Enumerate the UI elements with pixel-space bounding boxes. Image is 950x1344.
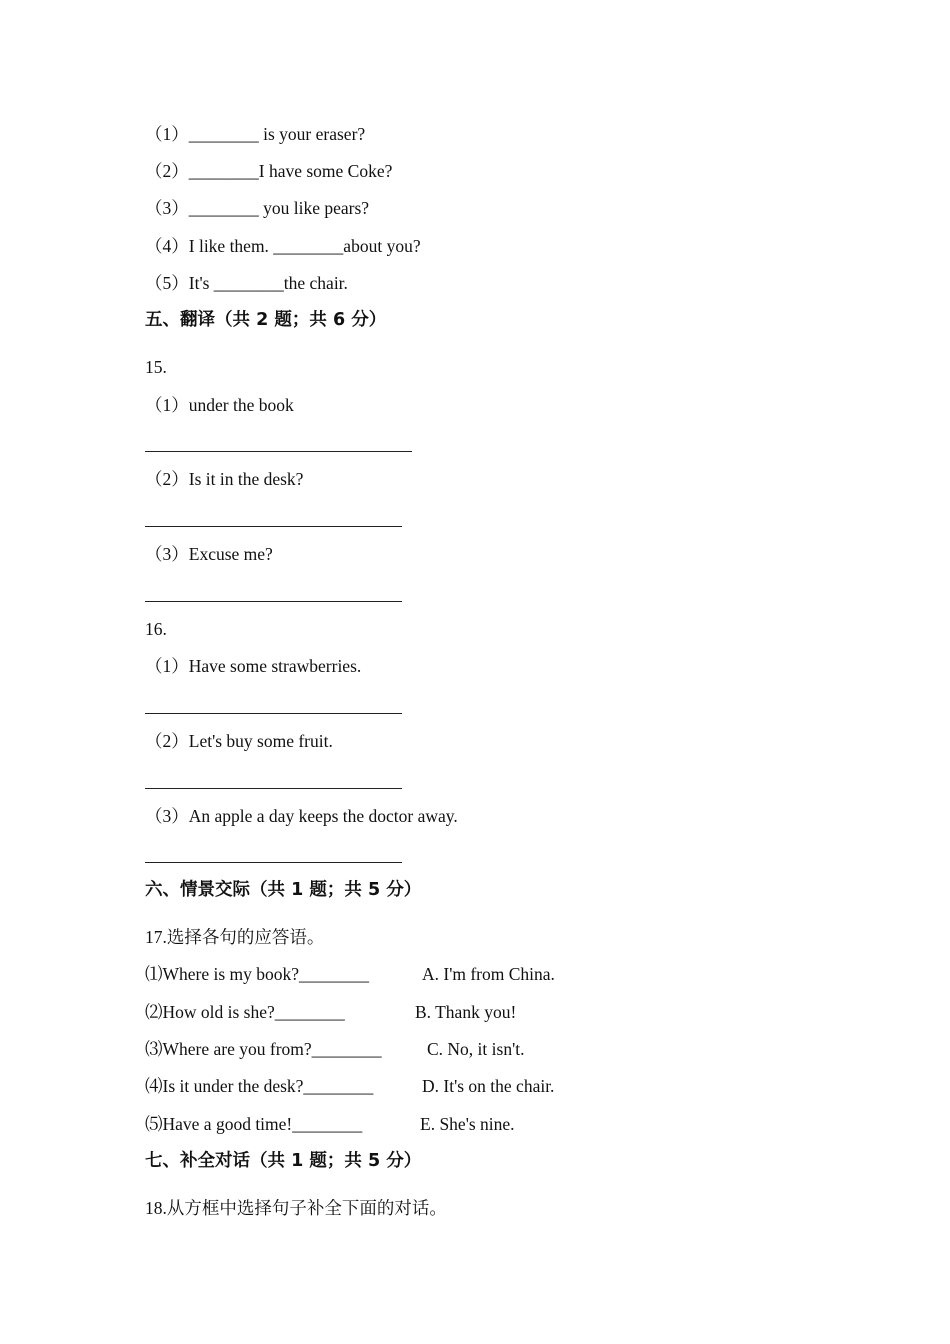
match-question: ⑸Have a good time!________ bbox=[145, 1114, 363, 1134]
translation-item: （1）Have some strawberries. bbox=[145, 656, 362, 676]
answer-line bbox=[145, 788, 402, 789]
match-question: ⑴Where is my book?________ bbox=[145, 964, 370, 984]
match-question: ⑶Where are you from?________ bbox=[145, 1039, 382, 1059]
answer-line bbox=[145, 526, 402, 527]
match-option: E. She's nine. bbox=[420, 1114, 515, 1134]
question-number-15: 15. bbox=[145, 357, 167, 377]
answer-line bbox=[145, 862, 402, 863]
question-17-title: 17.选择各句的应答语。 bbox=[145, 927, 325, 947]
fill-item-4: （4）I like them. ________about you? bbox=[145, 236, 421, 256]
match-option: D. It's on the chair. bbox=[422, 1076, 555, 1096]
section-heading-dialogue: 七、补全对话（共 1 题；共 5 分） bbox=[145, 1151, 422, 1171]
answer-line bbox=[145, 713, 402, 714]
translation-item: （2）Let's buy some fruit. bbox=[145, 731, 333, 751]
fill-item-5: （5）It's ________the chair. bbox=[145, 273, 348, 293]
match-question: ⑷Is it under the desk?________ bbox=[145, 1076, 374, 1096]
fill-item-3: （3）________ you like pears? bbox=[145, 198, 370, 218]
question-number-16: 16. bbox=[145, 619, 167, 639]
answer-line bbox=[145, 451, 412, 452]
match-option: C. No, it isn't. bbox=[427, 1039, 525, 1059]
match-option: B. Thank you! bbox=[415, 1002, 517, 1022]
translation-item: （2）Is it in the desk? bbox=[145, 469, 304, 489]
fill-item-2: （2）________I have some Coke? bbox=[145, 161, 393, 181]
translation-item: （1）under the book bbox=[145, 395, 294, 415]
translation-item: （3）An apple a day keeps the doctor away. bbox=[145, 806, 458, 826]
fill-item-1: （1）________ is your eraser? bbox=[145, 124, 366, 144]
answer-line bbox=[145, 601, 402, 602]
match-question: ⑵How old is she?________ bbox=[145, 1002, 345, 1022]
section-heading-translation: 五、翻译（共 2 题；共 6 分） bbox=[145, 310, 387, 330]
section-heading-situational: 六、情景交际（共 1 题；共 5 分） bbox=[145, 880, 422, 900]
translation-item: （3）Excuse me? bbox=[145, 544, 273, 564]
question-18-title: 18.从方框中选择句子补全下面的对话。 bbox=[145, 1198, 447, 1218]
match-option: A. I'm from China. bbox=[422, 964, 555, 984]
